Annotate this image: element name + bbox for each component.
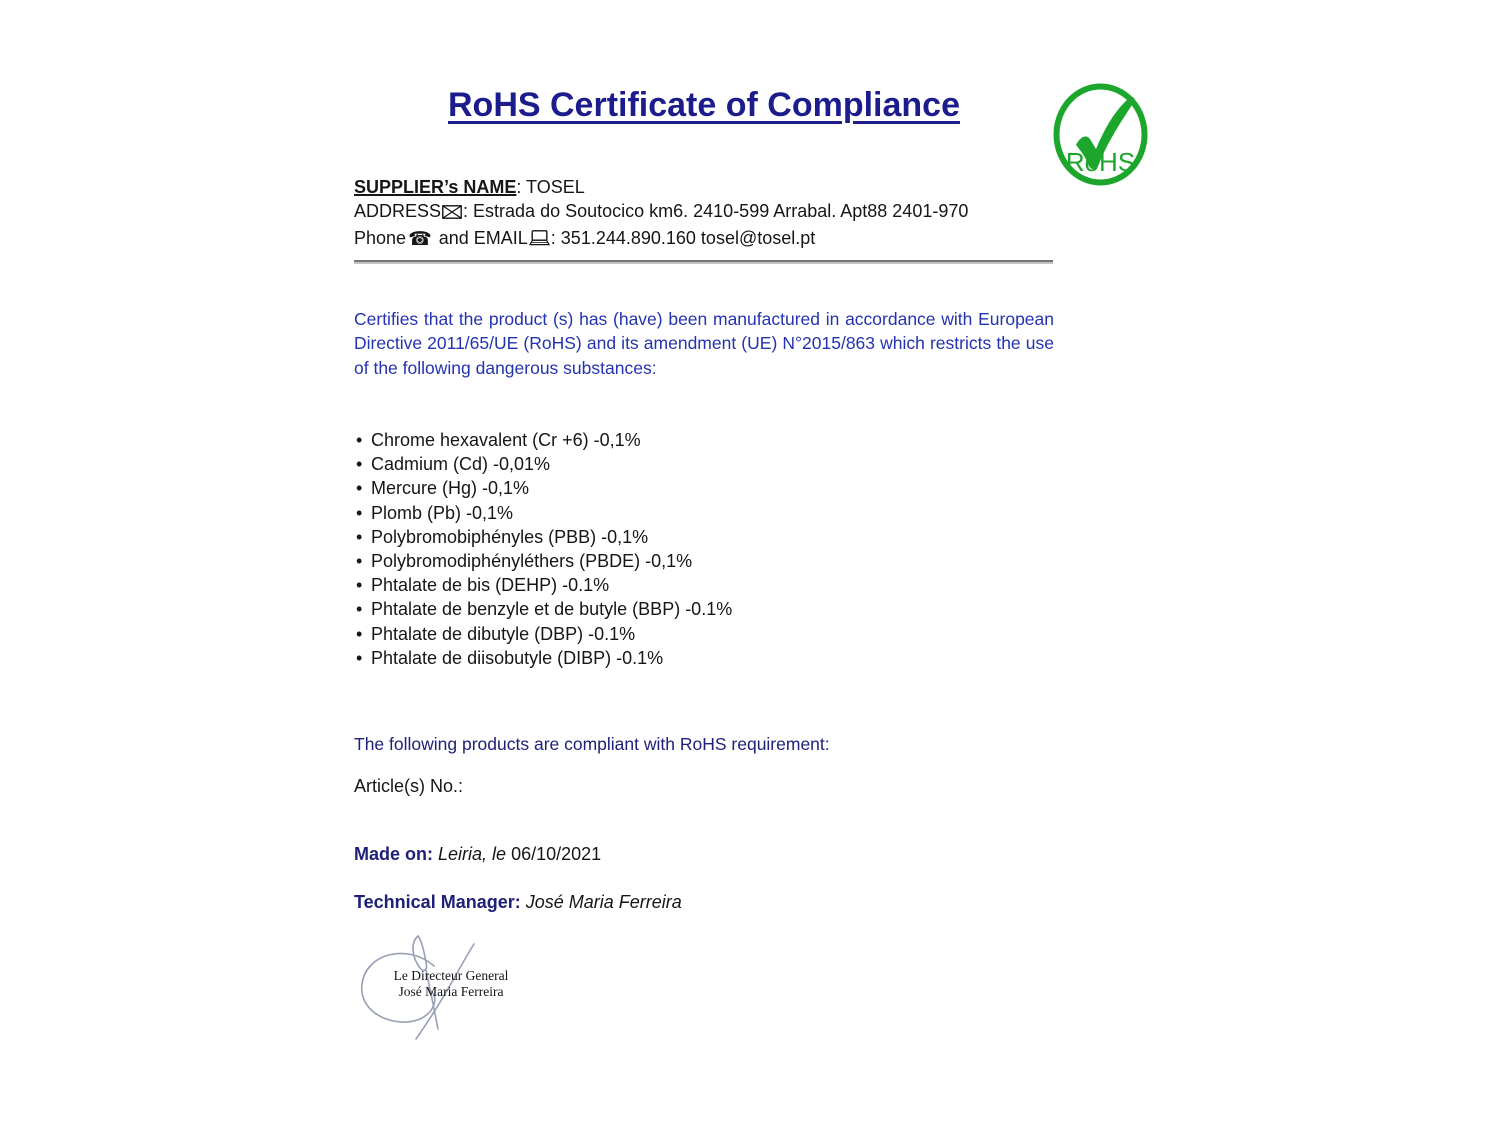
supplier-address-line	[354, 199, 1054, 225]
signature-caption	[366, 968, 536, 999]
email-label: and EMAIL	[433, 227, 528, 248]
computer-icon	[529, 228, 550, 252]
technical-manager-label: Technical Manager:	[354, 892, 521, 912]
contact-value: : 351.244.890.160 tosel@tosel.pt	[550, 227, 816, 248]
articles-label: Article(s) No.:	[354, 776, 464, 796]
substance-item: • Polybromodiphényléthers (PBDE) -0,1%	[354, 549, 1054, 573]
phone-icon: ☎	[408, 228, 432, 250]
made-on-date: 06/10/2021	[511, 844, 602, 864]
divider-rule	[354, 260, 1053, 264]
made-on-label: Made on:	[354, 844, 433, 864]
made-on-place: Leiria, le	[438, 844, 507, 864]
phone-label: Phone	[354, 227, 407, 248]
substance-item: • Polybromobiphényles (PBB) -0,1%	[354, 525, 1054, 549]
rohs-logo-label: RoHS	[1065, 147, 1136, 177]
substances-section	[354, 428, 1054, 670]
signature-title: Le Directeur General	[393, 968, 509, 983]
substance-item: • Phtalate de diisobutyle (DIBP) -0.1%	[354, 646, 1054, 670]
envelope-icon	[442, 201, 462, 225]
substance-item: • Chrome hexavalent (Cr +6) -0,1%	[354, 428, 1054, 452]
substance-item: • Plomb (Pb) -0,1%	[354, 501, 1054, 525]
supplier-name-line	[354, 175, 1054, 199]
certification-statement: Certifies that the product (s) has (have) been manufactured in accordance with European Directive 2011/65/UE (RoHS) and its amendment (UE) N°2015/863 which restricts the use of the following dangerous substances:	[354, 309, 1054, 378]
page-title: RoHS Certificate of Compliance	[448, 86, 960, 124]
address-value: : Estrada do Soutocico km6. 2410-599 Arrabal. Apt88 2401-970	[463, 201, 969, 222]
supplier-name-value: : TOSEL	[516, 177, 585, 197]
signature-name: José Maria Ferreira	[398, 983, 504, 999]
supplier-contact-line	[354, 226, 1054, 252]
substance-item: • Mercure (Hg) -0,1%	[354, 476, 1054, 500]
technical-manager-line	[354, 892, 1054, 913]
technical-manager-name: José Maria Ferreira	[525, 892, 682, 912]
substance-item: • Phtalate de bis (DEHP) -0.1%	[354, 573, 1054, 597]
supplier-name-label: SUPPLIER’s NAME	[354, 177, 517, 197]
signature-block	[356, 926, 586, 1061]
substance-item: • Phtalate de dibutyle (DBP) -0.1%	[354, 622, 1054, 646]
rohs-logo-graphic	[1052, 83, 1149, 186]
compliance-statement: The following products are compliant with RoHS requirement:	[354, 734, 830, 754]
address-label: ADDRESS	[354, 201, 442, 222]
rohs-logo	[1052, 83, 1149, 186]
substance-item: • Cadmium (Cd) -0,01%	[354, 452, 1054, 476]
made-on-line	[354, 844, 1054, 865]
supplier-info-block	[354, 175, 1054, 252]
substance-item: • Phtalate de benzyle et de butyle (BBP) -0.1%	[354, 597, 1054, 621]
substances-list	[354, 428, 1054, 670]
